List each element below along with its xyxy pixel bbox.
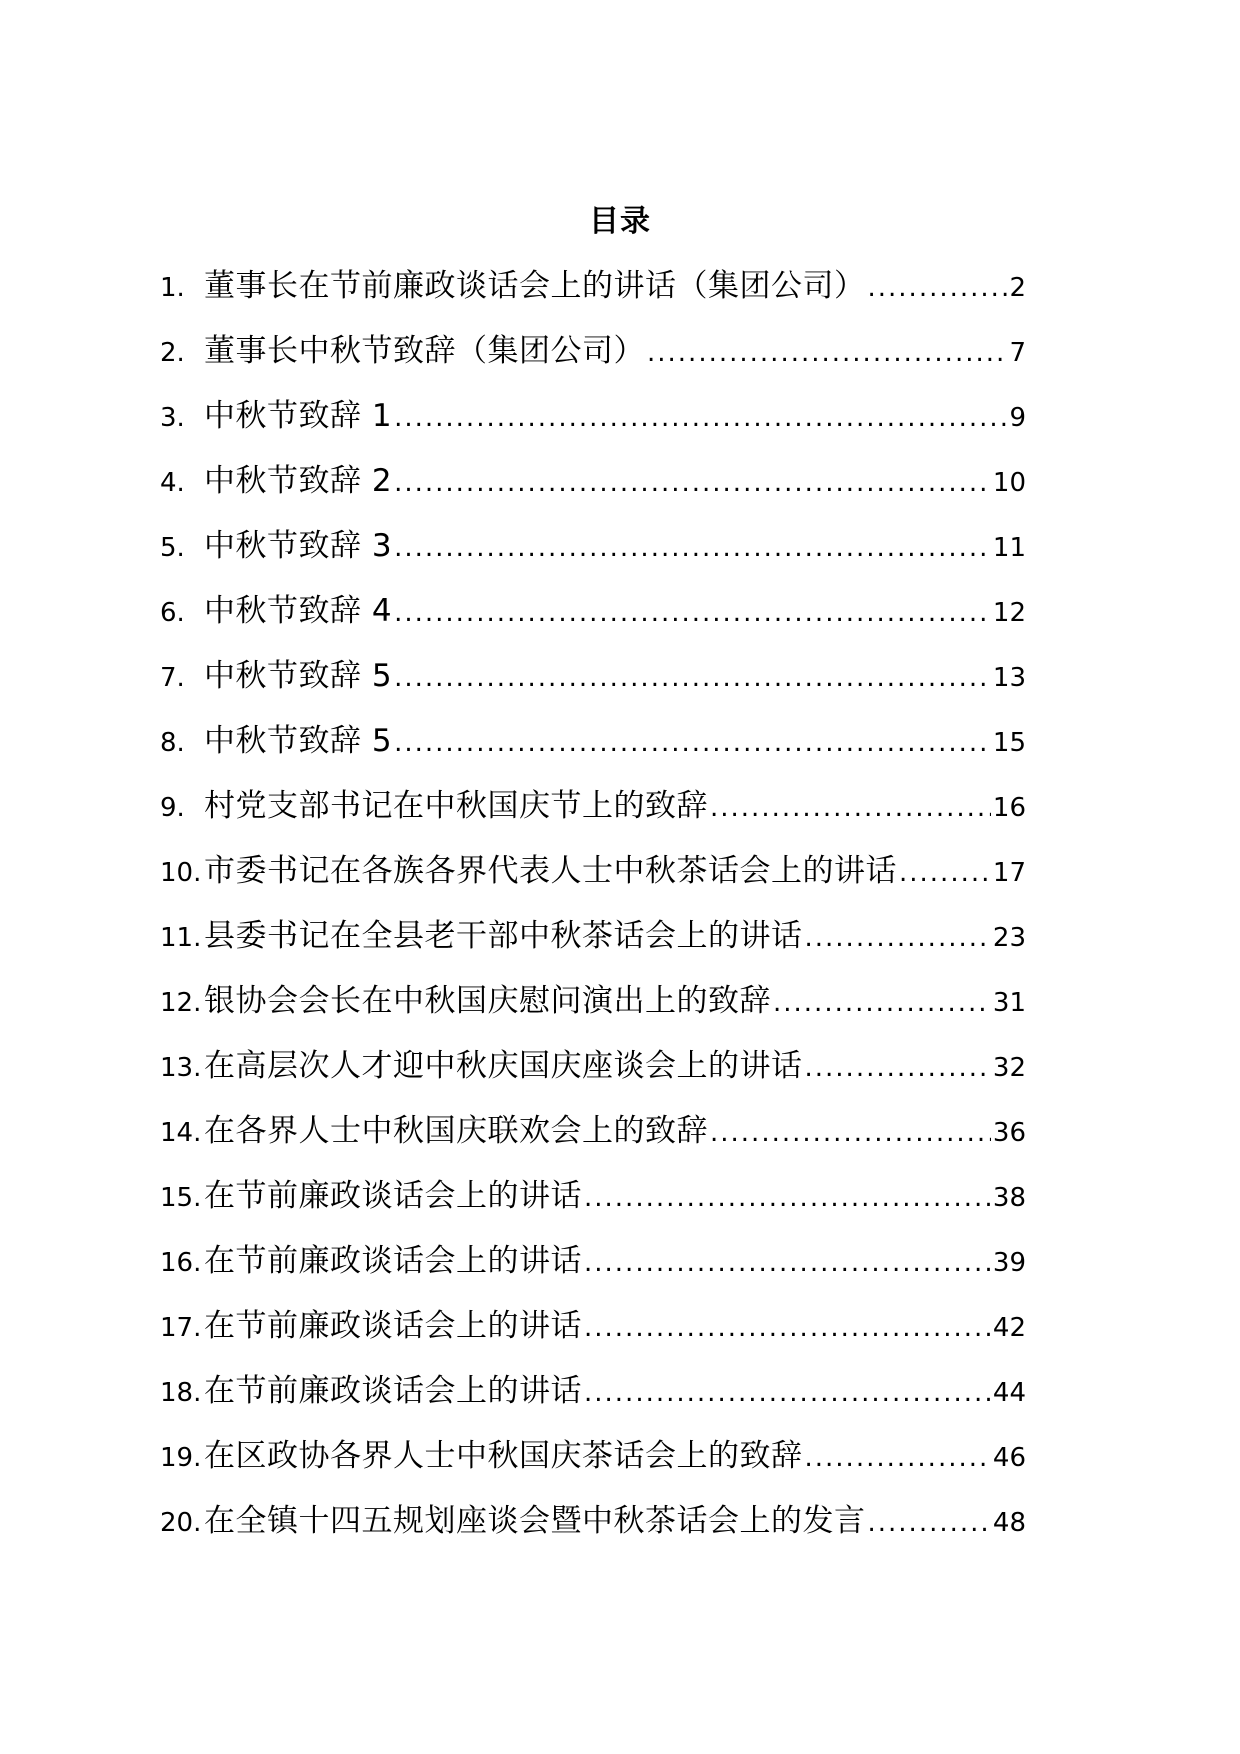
toc-dot-leader — [394, 589, 991, 637]
toc-entry-title: 在节前廉政谈话会上的讲话 — [204, 1178, 582, 1214]
toc-dot-leader — [805, 914, 991, 962]
toc-entry-title: 银协会会长在中秋国庆慰问演出上的致辞 — [204, 983, 771, 1019]
toc-entry[interactable] — [160, 522, 1026, 587]
toc-entry-page-number: 7 — [1009, 338, 1026, 368]
toc-entry-title: 中秋节致辞 2 — [204, 463, 393, 499]
toc-dot-leader — [584, 1369, 991, 1417]
toc-entry-number: 6. — [160, 598, 185, 628]
toc-entry-number: 14. — [160, 1118, 202, 1148]
toc-entry-number: 7. — [160, 663, 185, 693]
toc-dot-leader — [584, 1174, 991, 1222]
toc-entry-number: 18. — [160, 1378, 202, 1408]
toc-entry[interactable] — [160, 977, 1026, 1042]
toc-dot-leader — [584, 1304, 991, 1352]
toc-entry-page-number: 15 — [992, 728, 1026, 758]
toc-dot-leader — [394, 394, 1007, 442]
toc-entry[interactable] — [160, 1237, 1026, 1302]
toc-entry-title: 在节前廉政谈话会上的讲话 — [204, 1308, 582, 1344]
toc-entry-title: 董事长在节前廉政谈话会上的讲话（集团公司） — [204, 268, 866, 304]
toc-entry-title: 在区政协各界人士中秋国庆茶话会上的致辞 — [204, 1438, 803, 1474]
toc-entry-title: 董事长中秋节致辞（集团公司） — [204, 333, 645, 369]
toc-entry-number: 11. — [160, 923, 202, 953]
toc-entry[interactable] — [160, 782, 1026, 847]
toc-entry-page-number: 46 — [992, 1443, 1026, 1473]
toc-entry-page-number: 39 — [992, 1248, 1026, 1278]
toc-dot-leader — [868, 264, 1008, 312]
toc-entry-page-number: 13 — [992, 663, 1026, 693]
toc-entry-number: 17. — [160, 1313, 202, 1343]
toc-entry-number: 1. — [160, 273, 185, 303]
toc-entry-title: 县委书记在全县老干部中秋茶话会上的讲话 — [204, 918, 803, 954]
toc-entry-page-number: 12 — [992, 598, 1026, 628]
toc-entry[interactable] — [160, 1042, 1026, 1107]
toc-entry-page-number: 16 — [992, 793, 1026, 823]
toc-entry-number: 12. — [160, 988, 202, 1018]
toc-entry-number: 5. — [160, 533, 185, 563]
toc-entry-number: 8. — [160, 728, 185, 758]
toc-entry-title: 在各界人士中秋国庆联欢会上的致辞 — [204, 1113, 708, 1149]
toc-dot-leader — [394, 459, 991, 507]
toc-entry-title: 村党支部书记在中秋国庆节上的致辞 — [204, 788, 708, 824]
toc-entry-number: 10. — [160, 858, 202, 888]
toc-entry-title: 在全镇十四五规划座谈会暨中秋茶话会上的发言 — [204, 1503, 866, 1539]
toc-dot-leader — [710, 784, 991, 832]
toc-entry-title: 中秋节致辞 5 — [204, 658, 393, 694]
toc-entry[interactable] — [160, 847, 1026, 912]
toc-entry-number: 15. — [160, 1183, 202, 1213]
toc-dot-leader — [647, 329, 1007, 377]
toc-entry-title: 在高层次人才迎中秋庆国庆座谈会上的讲话 — [204, 1048, 803, 1084]
toc-dot-leader — [868, 1499, 991, 1547]
toc-entry-title: 在节前廉政谈话会上的讲话 — [204, 1373, 582, 1409]
toc-entry[interactable] — [160, 262, 1026, 327]
toc-entry-number: 3. — [160, 403, 185, 433]
toc-entry-page-number: 2 — [1009, 273, 1026, 303]
toc-entry[interactable] — [160, 912, 1026, 977]
toc-dot-leader — [394, 719, 991, 767]
toc-list — [160, 262, 1026, 1562]
toc-dot-leader — [773, 979, 991, 1027]
toc-entry-number: 9. — [160, 793, 185, 823]
toc-entry[interactable] — [160, 587, 1026, 652]
toc-entry-number: 4. — [160, 468, 185, 498]
toc-entry-page-number: 10 — [992, 468, 1026, 498]
toc-entry[interactable] — [160, 717, 1026, 782]
toc-dot-leader — [805, 1044, 991, 1092]
toc-entry-page-number: 31 — [992, 988, 1026, 1018]
toc-entry-number: 19. — [160, 1443, 202, 1473]
toc-entry-title: 中秋节致辞 5 — [204, 723, 393, 759]
toc-entry-page-number: 38 — [992, 1183, 1026, 1213]
toc-dot-leader — [805, 1434, 991, 1482]
toc-entry-title: 中秋节致辞 4 — [204, 593, 393, 629]
toc-entry[interactable] — [160, 1107, 1026, 1172]
toc-dot-leader — [584, 1239, 991, 1287]
toc-entry-title: 中秋节致辞 3 — [204, 528, 393, 564]
toc-entry[interactable] — [160, 392, 1026, 457]
toc-entry[interactable] — [160, 1432, 1026, 1497]
toc-entry[interactable] — [160, 327, 1026, 392]
toc-entry-number: 16. — [160, 1248, 202, 1278]
toc-entry-number: 20. — [160, 1508, 202, 1538]
toc-entry-page-number: 32 — [992, 1053, 1026, 1083]
toc-entry[interactable] — [160, 1302, 1026, 1367]
toc-entry-title: 在节前廉政谈话会上的讲话 — [204, 1243, 582, 1279]
toc-title: 目录 — [589, 204, 651, 239]
toc-entry-number: 13. — [160, 1053, 202, 1083]
toc-entry-page-number: 42 — [992, 1313, 1026, 1343]
toc-dot-leader — [394, 654, 991, 702]
toc-entry[interactable] — [160, 652, 1026, 717]
toc-dot-leader — [394, 524, 991, 572]
toc-entry-page-number: 44 — [992, 1378, 1026, 1408]
toc-dot-leader — [710, 1109, 991, 1157]
toc-entry-page-number: 17 — [992, 858, 1026, 888]
toc-entry[interactable] — [160, 1172, 1026, 1237]
toc-entry[interactable] — [160, 1367, 1026, 1432]
toc-entry[interactable] — [160, 457, 1026, 522]
toc-entry-number: 2. — [160, 338, 185, 368]
toc-dot-leader — [899, 849, 991, 897]
toc-entry[interactable] — [160, 1497, 1026, 1562]
toc-entry-page-number: 9 — [1009, 403, 1026, 433]
toc-entry-page-number: 36 — [992, 1118, 1026, 1148]
toc-entry-title: 中秋节致辞 1 — [204, 398, 393, 434]
toc-entry-title: 市委书记在各族各界代表人士中秋茶话会上的讲话 — [204, 853, 897, 889]
toc-entry-page-number: 11 — [992, 533, 1026, 563]
toc-entry-page-number: 23 — [992, 923, 1026, 953]
toc-entry-page-number: 48 — [992, 1508, 1026, 1538]
